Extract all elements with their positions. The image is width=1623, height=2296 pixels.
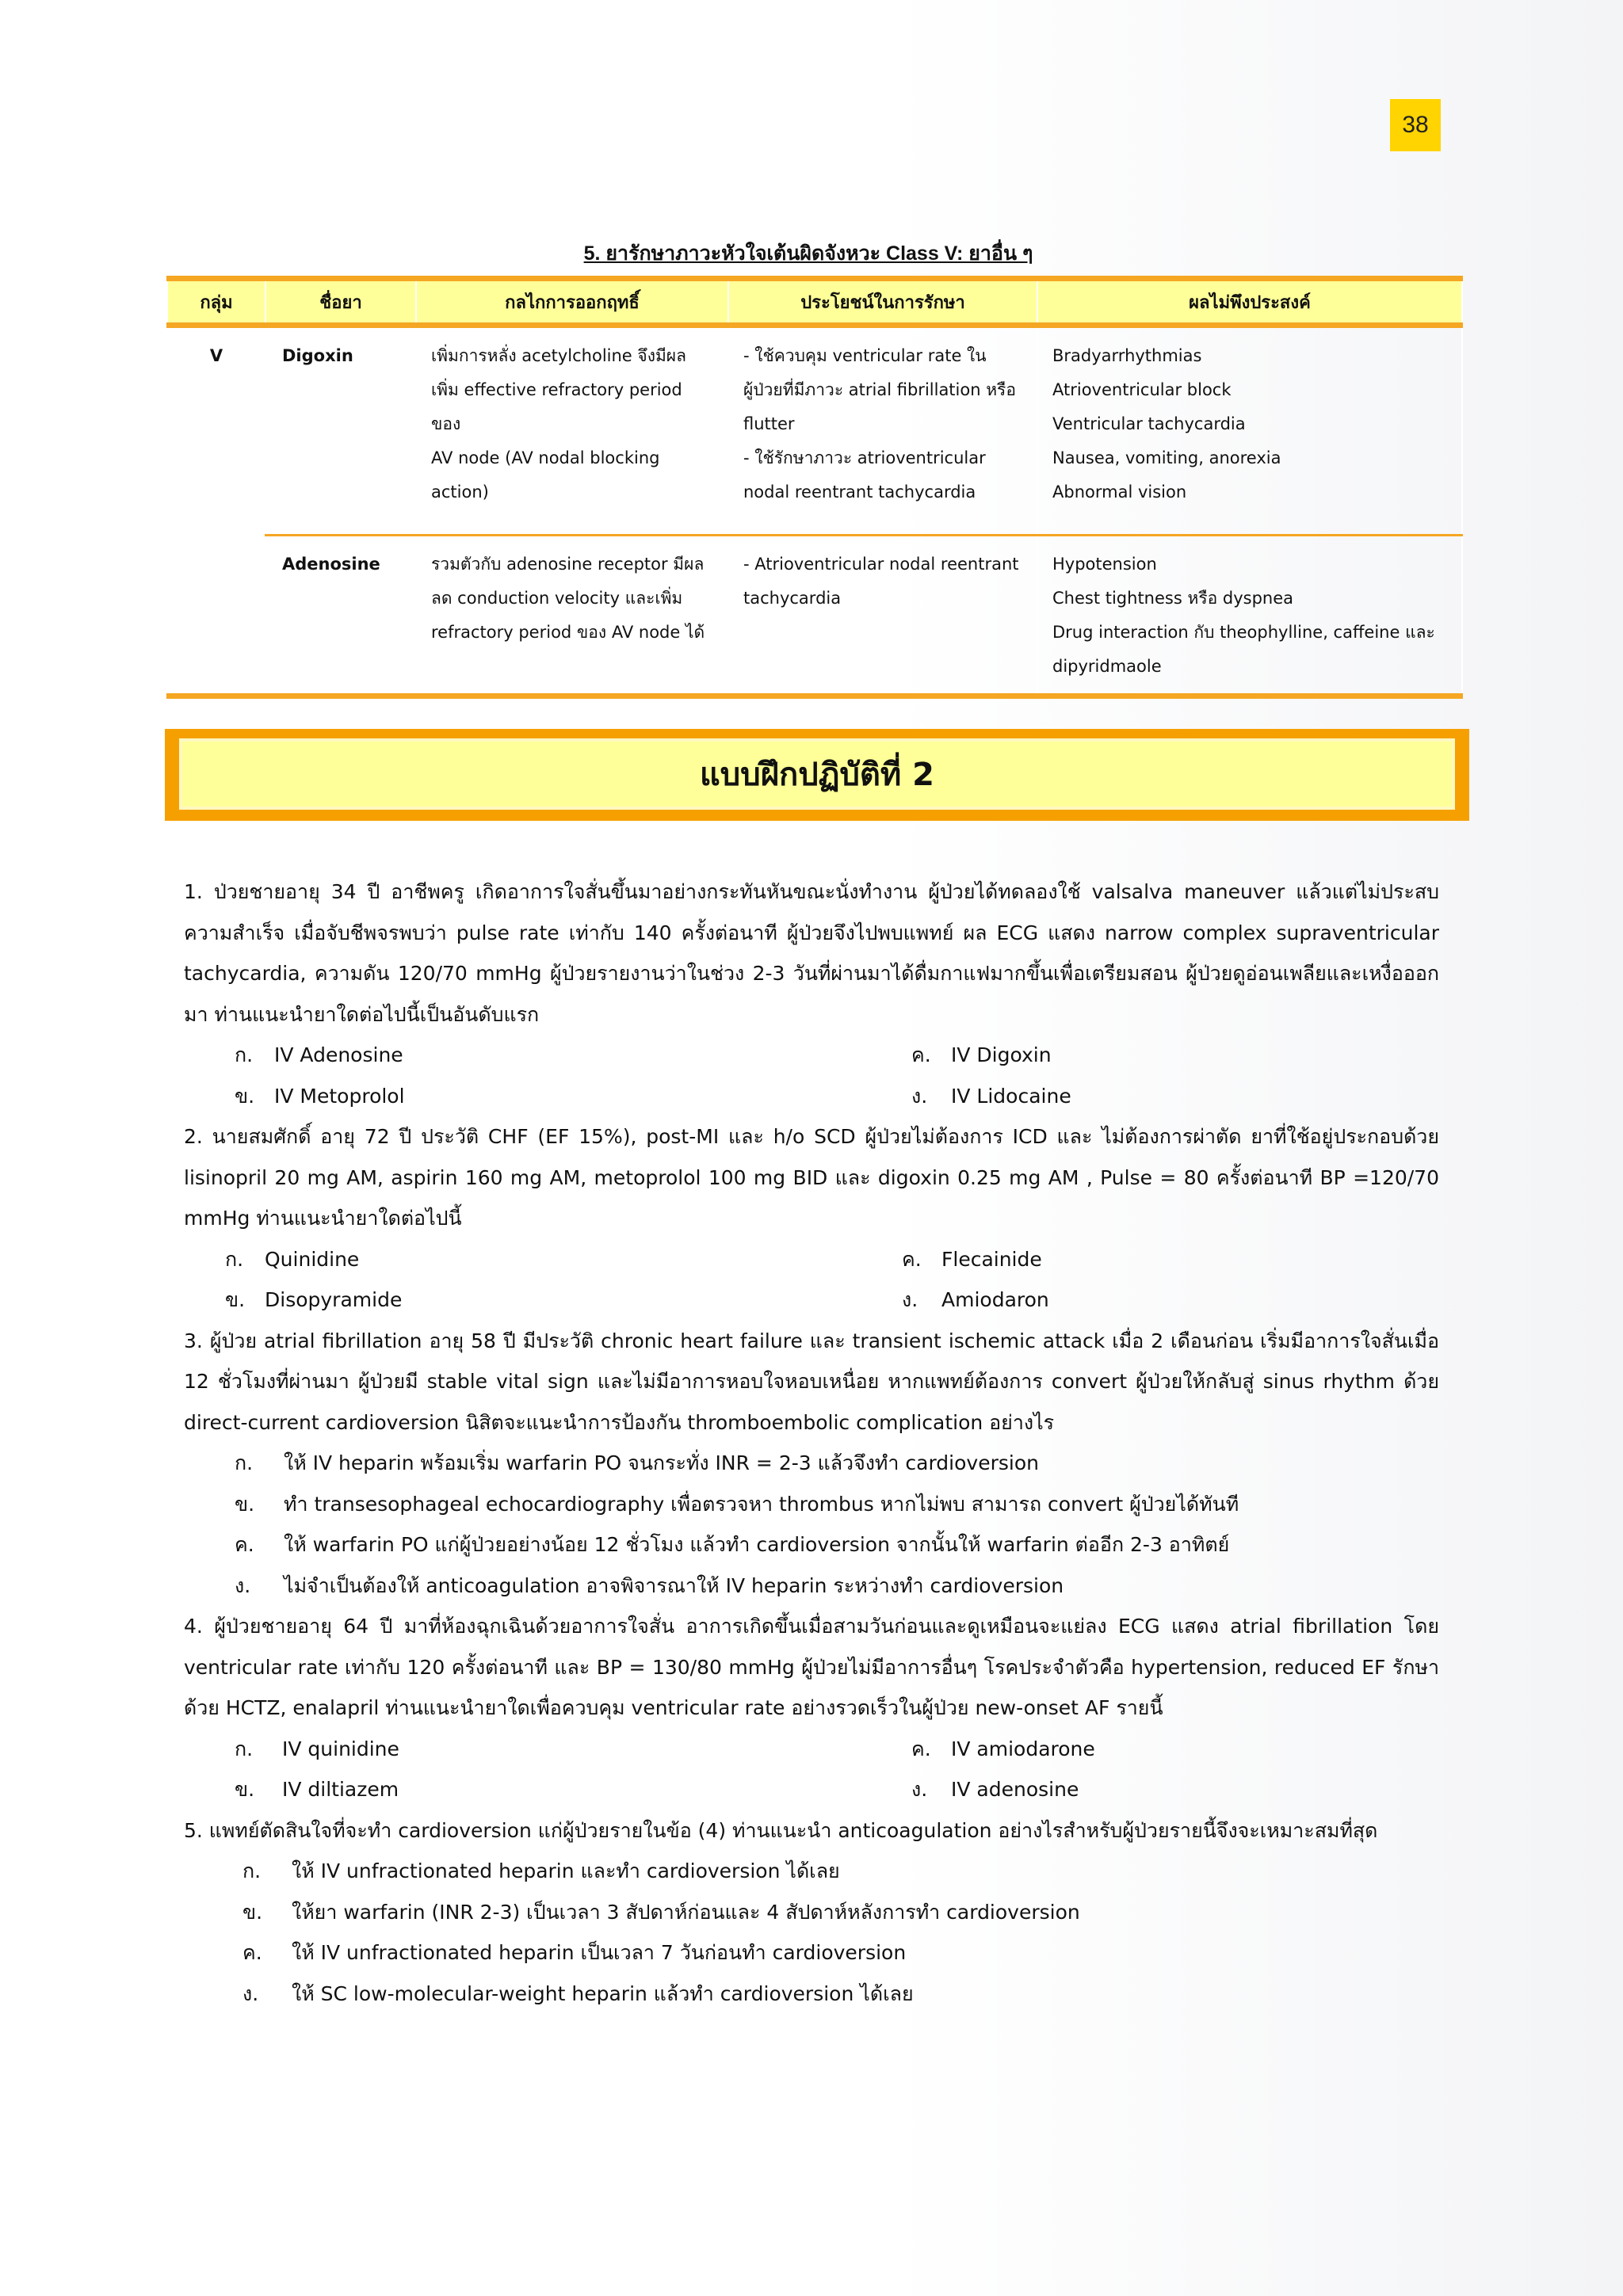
option-label: ค. [235,1533,254,1556]
table-title: 5. ยารักษาภาวะหัวใจเต้นผิดจังหวะ Class V: ยาอื่น ๆ [583,242,1033,265]
option-label: ง. [911,1084,928,1108]
benefit-line: - ใช้ควบคุม ventricular rate ใน [743,346,987,365]
option[interactable] [911,1076,1071,1117]
option-label: ค. [242,1941,262,1964]
adverse-line: Nausea, vomiting, anorexia [1052,448,1281,467]
mechanism-line: ลด conduction velocity และเพิ่ม [431,589,683,608]
option-grid [184,1239,1439,1321]
option-label: ก. [235,1451,254,1474]
option[interactable] [911,1035,1052,1076]
mechanism-line: action) [431,482,489,502]
option-list [184,1443,1439,1606]
benefit-line: - ใช้รักษาภาวะ atrioventricular [743,448,986,467]
option[interactable] [902,1280,1049,1321]
question-text: 1. ป่วยชายอายุ 34 ปี อาชีพครู เกิดอาการใจสั่นขึ้นมาอย่างกระทันหันขณะนั่งทำงาน ผู้ป่วยได้ทดลองใช้ valsalva maneuver แล้วแต่ไม่ประสบความสำเร็จ เมื่อจับชีพจรพบว่า pulse rate เท่ากับ 140 ครั้งต่อนาที ผู้ป่วยจึงไปพบแพทย์ ผล ECG แสดง narrow complex supraventricular tachycardia, ความดัน 120/70 mmHg ผู้ป่วยรายงานว่าในช่วง 2-3 วันที่ผ่านมาได้ดื่มกาแฟมากขึ้นเพื่อเตรียมสอน ผู้ป่วยดูอ่อนเพลียและเหงื่อออกมา ท่านแนะนำยาใดต่อไปนี้เป็นอันดับแรก [184,880,1439,1026]
option-label: ข. [235,1084,255,1108]
cell-mechanism [416,326,728,536]
option-text: IV diltiazem [282,1778,399,1801]
mechanism-line: AV node (AV nodal blocking [431,448,660,467]
benefit-line: nodal reentrant tachycardia [743,482,976,502]
option[interactable] [235,1769,399,1810]
benefit-line: ผู้ป่วยที่มีภาวะ atrial fibrillation หรือ [743,380,1016,399]
header-mechanism: กลไกการออกฤทธิ์ [416,279,728,326]
table-row [167,326,1462,536]
option-text: IV quinidine [282,1737,399,1760]
page-number: 38 [1390,99,1441,151]
option-grid [184,1035,1439,1116]
option-text: ให้ IV unfractionated heparin เป็นเวลา 7 วันก่อนทำ cardioversion [292,1941,907,1964]
option[interactable] [225,1280,402,1321]
option-label: ง. [242,1981,259,2005]
option-text: IV Digoxin [951,1043,1052,1066]
cell-group [167,536,265,696]
mechanism-line: refractory period ของ AV node ได้ [431,623,705,642]
drug-table-container [166,276,1461,699]
mechanism-line: รวมตัวกับ adenosine receptor มีผล [431,555,705,574]
option[interactable] [235,1729,399,1770]
option-text: IV amiodarone [951,1737,1095,1760]
option-text: IV adenosine [951,1778,1079,1801]
header-benefit: ประโยชน์ในการรักษา [728,279,1037,326]
mechanism-line: เพิ่ม effective refractory period ของ [431,380,682,433]
option[interactable] [235,1524,1439,1566]
option-text: IV Metoprolol [274,1084,405,1108]
option-label: ข. [242,1900,263,1924]
drug-table [166,276,1463,699]
option-label: ก. [235,1043,254,1066]
option-text: Quinidine [265,1247,360,1271]
option-label: ข. [225,1288,246,1311]
option[interactable] [225,1239,359,1280]
adverse-line: Bradyarrhythmias [1052,346,1202,365]
option[interactable] [242,1932,1439,1974]
header-drug: ชื่อยา [265,279,416,326]
option[interactable] [235,1076,405,1117]
cell-adverse [1037,536,1462,696]
option-text: ให้ยา warfarin (INR 2-3) เป็นเวลา 3 สัปดาห์ก่อนและ 4 สัปดาห์หลังการทำ cardioversion [292,1900,1080,1924]
cell-group: V [167,326,265,536]
option-text: Amiodaron [941,1288,1049,1311]
cell-benefit [728,536,1037,696]
table-row [167,536,1462,696]
benefit-line: flutter [743,414,795,433]
question-text: 2. นายสมศักดิ์ อายุ 72 ปี ประวัติ CHF (EF 15%), post-MI และ h/o SCD ผู้ป่วยไม่ต้องการ ICD และ ไม่ต้องการผ่าตัด ยาที่ใช้อยู่ประกอบด้วย lisinopril 20 mg AM, aspirin 160 mg AM, metoprolol 100 mg BID และ digoxin 0.25 mg AM , Pulse = 80 ครั้งต่อนาที BP =120/70 mmHg ท่านแนะนำยาใดต่อไปนี้ [184,1125,1439,1230]
benefit-line: - Atrioventricular nodal reentrant [743,555,1019,574]
option-label: ง. [902,1288,918,1311]
option-label: ข. [235,1778,255,1801]
option-text: IV Adenosine [274,1043,403,1066]
question-text: 4. ผู้ป่วยชายอายุ 64 ปี มาที่ห้องฉุกเฉินด้วยอาการใจสั่น อาการเกิดขึ้นเมื่อสามวันก่อนและดูเหมือนจะแย่ลง ECG แสดง atrial fibrillation โดย ventricular rate เท่ากับ 120 ครั้งต่อนาที และ BP = 130/80 mmHg ผู้ป่วยไม่มีอาการอื่นๆ โรคประจำตัวคือ hypertension, reduced EF รักษาด้วย HCTZ, enalapril ท่านแนะนำยาใดเพื่อควบคุม ventricular rate อย่างรวดเร็วในผู้ป่วย new-onset AF รายนี้ [184,1615,1439,1719]
option-label: ค. [911,1737,931,1760]
cell-adverse [1037,326,1462,536]
option-text: ไม่จำเป็นต้องให้ anticoagulation อาจพิจารณาให้ IV heparin ระหว่างทำ cardioversion [284,1573,1064,1597]
option-label: ก. [235,1737,254,1760]
option-label: ก. [242,1859,262,1882]
exercise-title: แบบฝึกปฏิบัติที่ 2 [179,738,1455,810]
question-list [184,871,1439,2014]
mechanism-line: เพิ่มการหลั่ง acetylcholine จึงมีผล [431,346,686,365]
benefit-line: tachycardia [743,589,842,608]
table-header-row [167,279,1462,326]
option-label: ข. [235,1492,255,1516]
option-label: ค. [902,1247,922,1271]
question-text: 3. ผู้ป่วย atrial fibrillation อายุ 58 ปี มีประวัติ chronic heart failure และ transient ischemic attack เมื่อ 2 เดือนก่อน เริ่มมีอาการใจสั่นเมื่อ 12 ชั่วโมงที่ผ่านมา ผู้ป่วยมี stable vital sign และไม่มีอาการหอบใจหอบเหนื่อย หากแพทย์ต้องการ convert ผู้ป่วยให้กลับสู่ sinus rhythm ด้วย direct-current cardioversion นิสิตจะแนะนำการป้องกัน thromboembolic complication อย่างไร [184,1329,1439,1434]
adverse-line: Ventricular tachycardia [1052,414,1246,433]
option[interactable] [235,1035,403,1076]
cell-drug: Adenosine [265,536,416,696]
option[interactable] [911,1769,1079,1810]
option-grid [184,1729,1439,1810]
option-label: ง. [235,1573,251,1597]
adverse-line: dipyridmaole [1052,657,1162,676]
option[interactable] [235,1443,1439,1484]
option[interactable] [242,1892,1439,1933]
option-text: ให้ SC low-molecular-weight heparin แล้วทำ cardioversion ได้เลย [292,1981,914,2005]
header-group: กลุ่ม [167,279,265,326]
option[interactable] [242,1851,1439,1892]
option-text: Disopyramide [265,1288,403,1311]
option-text: IV Lidocaine [951,1084,1071,1108]
option[interactable] [911,1729,1095,1770]
option-text: Flecainide [941,1247,1042,1271]
adverse-line: Drug interaction กับ theophylline, caffeine และ [1052,623,1435,642]
option-text: ให้ warfarin PO แก่ผู้ป่วยอย่างน้อย 12 ชั่วโมง แล้วทำ cardioversion จากนั้นให้ warfarin ต่ออีก 2-3 อาทิตย์ [284,1533,1230,1556]
option-label: ง. [911,1778,928,1801]
adverse-line: Chest tightness หรือ dyspnea [1052,589,1294,608]
option[interactable] [242,1974,1439,2015]
question-text: 5. แพทย์ตัดสินใจที่จะทำ cardioversion แก่ผู้ป่วยรายในข้อ (4) ท่านแนะนำ anticoagulation อย่างไรสำหรับผู้ป่วยรายนี้จึงจะเหมาะสมที่สุด [184,1818,1378,1842]
option-text: ทำ transesophageal echocardiography เพื่อตรวจหา thrombus หากไม่พบ สามารถ convert ผู้ป่วยได้ทันที [284,1492,1239,1516]
option-text: ให้ IV heparin พร้อมเริ่ม warfarin PO จนกระทั่ง INR = 2-3 แล้วจึงทำ cardioversion [284,1451,1039,1474]
option[interactable] [235,1566,1439,1607]
option-label: ก. [225,1247,244,1271]
header-adverse: ผลไม่พึงประสงค์ [1037,279,1462,326]
adverse-line: Abnormal vision [1052,482,1187,502]
cell-mechanism [416,536,728,696]
option[interactable] [235,1484,1439,1525]
adverse-line: Hypotension [1052,555,1157,574]
cell-benefit [728,326,1037,536]
option[interactable] [902,1239,1042,1280]
exercise-banner [165,729,1469,821]
cell-drug: Digoxin [265,326,416,536]
option-list [184,1851,1439,2014]
option-text: ให้ IV unfractionated heparin และทำ cardioversion ได้เลย [292,1859,840,1882]
option-label: ค. [911,1043,931,1066]
adverse-line: Atrioventricular block [1052,380,1232,399]
